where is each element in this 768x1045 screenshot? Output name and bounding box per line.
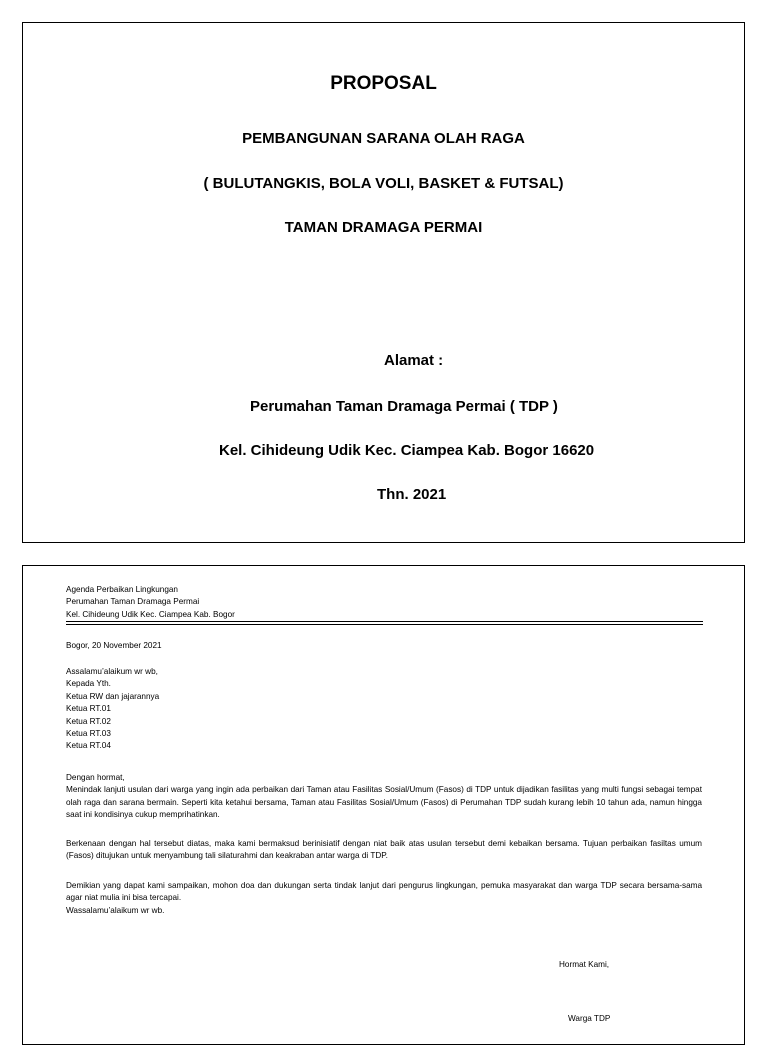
page-separator: [0, 543, 768, 565]
paragraph-1: Menindak lanjuti usulan dari warga yang ingin ada perbaikan dari Taman atau Fasilitas Sosial/Umum (Fasos) di TDP untuk dijadikan fasilitas yang multi fungsi sebagai tempat olah raga dan sarana bermain. Seperti kita ketahui bersama, Taman atau Fasilitas Sosial/Umum (Fasos) di Perumahan TDP sudah kurang lebih 10 tahun ada, namun hingga saat ini kondisinya cukup memprihatinkan.: [66, 785, 702, 820]
recipient-line: Ketua RW dan jajarannya: [66, 691, 160, 701]
header-rule: [66, 624, 703, 625]
proposal-subtitle-3: TAMAN DRAMAGA PERMAI: [284, 219, 483, 236]
proposal-year: Thn. 2021: [377, 486, 447, 503]
paragraph-2: Berkenaan dengan hal tersebut diatas, maka kami bermaksud berinisiatif dengan niat baik atas usulan tersebut demi kebaikan bersama. Tujuan perbaikan fasiltas umum (Fasos) ditujukan untuk menyambung tali silaturahmi dan keakraban antar warga di TDP.: [66, 839, 702, 861]
recipient-line: Kepada Yth.: [66, 679, 111, 689]
salutation: Dengan hormat,: [66, 773, 125, 782]
proposal-title: PROPOSAL: [330, 73, 437, 94]
paragraph-3-block: [66, 880, 702, 917]
recipient-line: Ketua RT.01: [66, 704, 111, 714]
letter-header-line: Kel. Cihideung Udik Kec. Ciampea Kab. Bogor: [66, 609, 235, 619]
paragraph-3: Demikian yang dapat kami sampaikan, mohon doa dan dukungan serta tindak lanjut dari pengurus lingkungan, pemuka masyarakat dan warga TDP secara bersama-sama agar niat mulia ini bisa tercapai.: [66, 881, 702, 903]
cover-page: [22, 22, 745, 543]
letter-header-line: Agenda Perbaikan Lingkungan: [66, 585, 178, 594]
recipient-block: [66, 666, 702, 753]
recipient-line: Ketua RT.04: [66, 741, 111, 751]
proposal-subtitle-1: PEMBANGUNAN SARANA OLAH RAGA: [242, 130, 525, 147]
letter-header-line: Perumahan Taman Dramaga Permai: [66, 597, 200, 607]
greeting: Assalamu’alaikum wr wb,: [66, 667, 158, 676]
letter-date: Bogor, 20 November 2021: [66, 641, 162, 650]
proposal-subtitle-2: ( BULUTANGKIS, BOLA VOLI, BASKET & FUTSAL): [203, 175, 564, 192]
closing-greeting: Wassalamu’alaikum wr wb.: [66, 905, 165, 915]
address-line-2: Kel. Cihideung Udik Kec. Ciampea Kab. Bogor 16620: [219, 442, 595, 459]
paragraph-2-block: [66, 838, 702, 863]
letter-page: [22, 565, 745, 1045]
sign-off: Hormat Kami,: [559, 960, 610, 969]
letter-header: [66, 584, 702, 621]
address-line-1: Perumahan Taman Dramaga Permai ( TDP ): [250, 398, 558, 415]
recipient-line: Ketua RT.03: [66, 729, 111, 739]
address-label: Alamat :: [384, 352, 444, 369]
recipient-line: Ketua RT.02: [66, 716, 111, 726]
signatory: Warga TDP: [568, 1014, 611, 1023]
paragraph-1-block: [66, 772, 702, 822]
header-rule: [66, 621, 703, 622]
